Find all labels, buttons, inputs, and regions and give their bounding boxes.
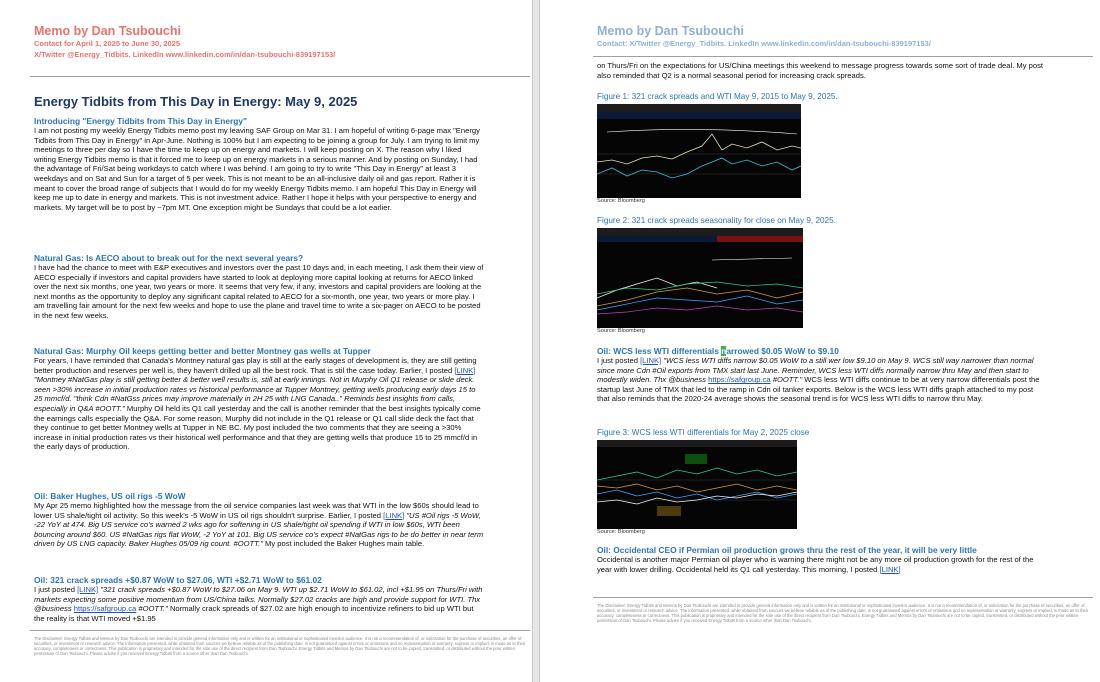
- section-heading: Oil: Occidental CEO if Permian oil production grows thru the rest of the year, it will be very little: [597, 545, 977, 555]
- memo-header: [597, 24, 931, 50]
- figure-source: Source: Bloomberg: [597, 328, 645, 334]
- continuation-text: [597, 61, 1047, 80]
- contact-line: Contact for April 1, 2025 to June 30, 2025: [34, 39, 181, 48]
- section-heading: Natural Gas: Is AECO about to break out for the next several years?: [34, 253, 304, 263]
- post-link[interactable]: [LINK]: [454, 365, 476, 375]
- post-link[interactable]: [LINK]: [879, 564, 901, 574]
- section-body: [597, 555, 1047, 574]
- body-text: Murphy Oil held its Q1 call yesterday and the call is another reminder that the best insights typically come the earnings calls especially the Q&A. For some reason, Murphy did not include in the Q1 release or Q1 call slide deck the fact that they continue to get better Montney wells at Tupper in NE BC. My post included the two comments that they are seeing a >30% increase in initial production rates vs their historical well performance and that they are getting wells that produce 15 to 25 mmcf/d in the early days of production.: [34, 403, 481, 452]
- figure-2-chart-image: [597, 228, 803, 328]
- quoted-post: #OOTT.": [770, 375, 803, 385]
- document-page-right: [541, 0, 1100, 682]
- quoted-post: "321 crack spreads +$0.87 WoW to $27.06 on May 9. WTI up $2.71 WoW to $61.02, incl +$1.95 on Thurs/Fri with markets expecting some positive momentum from US/China talks. Normally $27.02 cracks are high and provide support for WTI. Thx @business: [34, 585, 483, 614]
- footer-divider: [593, 597, 1093, 598]
- post-link[interactable]: [LINK]: [383, 510, 405, 520]
- section-body: [34, 356, 484, 452]
- post-link[interactable]: [LINK]: [640, 356, 662, 365]
- heading-text: Oil: WCS less WTI differentials: [597, 346, 722, 356]
- body-text: My post included the Baker Hughes main table.: [262, 539, 425, 549]
- memo-title: Memo by Dan Tsubouchi: [597, 24, 744, 38]
- disclaimer: The Disclaimer: Energy Tidbits and Memos by Dan Tsubouchi are intended to provide general information only and is written for an institutional or sophisticated investor audience. It is not a recommendation of, or solicitation for the purchase of securities, an offer of securities, or investment or research advice. The information presented, while obtained from sources we believe reliable as of the publishing date, is not guaranteed against errors or omissions and no representation or warranty, express or implied, is made as to their accuracy, completeness or correctness. This publication is proprietary and intended for the sole use of the direct recipient from Dan Tsubouchi. Energy Tidbits and Memos by Dan Tsubouchi are not to be copied, transmitted, or distributed without the prior written permission of Dan Tsubouchi. Please advise if you received Energy Tidbits from a source other than Dan Tsubouchi.: [34, 636, 526, 657]
- section-body: [597, 356, 1047, 404]
- header-divider: [30, 76, 530, 77]
- section-body: [34, 501, 484, 549]
- section-heading: Oil: 321 crack spreads +$0.87 WoW to $27.06, WTI +$2.71 WoW to $61.02: [34, 575, 322, 585]
- section-body: I am not posting my weekly Energy Tidbits memo post my leaving SAF Group on Mar 31. I am hopeful of writing 6-page max "Energy Tidbits from This Day in Energy" in Apr-June. Nothing is 100% but I am expecting to be joining a group for July. I am trying to limit my meetings to three per day so I have the time to keep up on energy and markets. I will keep posting on X. The reason why I liked writing Energy Tidbits memo is that it forced me to keep up on energy markets in a serious manner. And by posting on Sunday, I had the advantage of Fri/Sat being workdays to catch where I was behind. I am going to try to write "This Day in Energy" at least 3 weekdays and on Sat and Sun for a target of 5 per week. This is not meant to be an all-inclusive daily oil and gas report. Rather it is meant to cover the broad range of subjects that I would do for my weekly Energy Tidbits memo. I am hopeful This Day in Energy will keep me up to date in energy and markets. This is not investment advice. Rather I hope it helps with your perspective to energy and markets. My target will be to post by ~7pm MT. One exception might be Sundays that could be a lot earlier.: [34, 126, 480, 212]
- page-gap: [533, 0, 540, 682]
- body-text: WCS less WTI diffs continue to be at very narrow differentials post the startup last June of TMX that led to the ramp in Cdn oil tanker exports. Below is the WCS less WTI diffs graph attached to my post that also reminds that the 2020-24 average shows the seasonal trend is for WCS less WTI diffs to narrow thru May.: [597, 375, 1040, 404]
- body-text: My Apr 25 memo highlighted how the message from the oil service companies last week was that WTI in the low $60s should lead to lower US shale/tight oil activity. So this week's -5 WoW in US oil rigs shouldn't surprise. Earlier, I posted: [34, 501, 479, 520]
- section-murphy: [34, 346, 484, 452]
- body-text: Normally crack spreads of $27.02 are high enough to incentivize refiners to bid up WTI but the reality is that WTI moved +$1.95: [34, 604, 474, 623]
- document-title: Energy Tidbits from This Day in Energy: May 9, 2025: [34, 94, 358, 109]
- figure-caption: Figure 1: 321 crack spreads and WTI May 9, 2015 to May 9, 2025.: [597, 92, 838, 101]
- safgroup-link[interactable]: https://safgroup.ca: [708, 375, 771, 385]
- section-heading: Oil: Baker Hughes, US oil rigs -5 WoW: [34, 491, 186, 501]
- body-text: I just posted: [597, 356, 641, 365]
- section-occidental: [597, 545, 1047, 574]
- body-text: on Thurs/Fri on the expectations for US/China meetings this weekend to message progress towards some sort of trade deal. My post also reminded that Q2 is a normal seasonal period for increasing crack spreads.: [597, 61, 1043, 80]
- figure-source: Source: Bloomberg: [597, 529, 645, 535]
- section-crack-spreads: [34, 575, 484, 623]
- figure-1-chart-image: [597, 104, 801, 198]
- figure-1: [597, 92, 1047, 205]
- section-body: I have had the chance to meet with E&P executives and investors over the past 10 days and, in each meeting, I ask them their view of AECO especially if investors and capital providers have started to look at deploying more capital looking at returns for AECO linked over the next six months, one year, two years or more. It seems that very few, if any, investors and capital providers are looking at the next months as the opportunity to deploy any significant capital related to AECO for a six-month, one year, two years or more play. I am travelling fair amount for the next few weeks and hope to use the plane and travel time to write a six-pager on AECO to be posted in the next few weeks.: [34, 263, 484, 320]
- body-text: Occidental is another major Permian oil player who is warning there might not be any more oil production growth for the rest of the year with lower drilling. Occidental held its Q1 call yesterday. This morning, I posted: [597, 555, 1034, 574]
- memo-header: [34, 24, 335, 60]
- document-page-left: [0, 0, 533, 682]
- header-divider: [593, 56, 1093, 57]
- figure-3-chart-image: [597, 440, 797, 529]
- heading-text: arrowed $0.05 WoW to $9.10: [726, 346, 839, 356]
- quoted-post: "WCS less WTI diffs narrow $0.05 WoW to a still wer low $9.10 on May 9. WCS still way narrower than normal since more Cdn #Oil exports from TMX start last June. Reminder, WCS less WTI diffs normally narrow thru May and then start to modestly widen. Thx @business: [597, 356, 1034, 385]
- social-line: X/Twitter @Energy_Tidbits. LinkedIn www.linkedin.com/in/dan-tsubouchi-839197153/: [34, 49, 336, 59]
- quoted-post: "Montney #NatGas play is still getting better & better well results is, still at early innings. Not in Murphy Oil Q1 release or slide deck. seen >30% increase in initial production rates vs historical performance at Tupper Montney, getting wells producing early days 15 to 25 mmcf/d. "think Cdn #NatGss prices may improve materially in 2H 25 with LNG Canada.." Reminds best insights from calls, especially in Q&A #OOTT.": [34, 375, 476, 413]
- disclaimer: The Disclaimer: Energy Tidbits and Memos by Dan Tsubouchi are intended to provide general information only and is written for an institutional or sophisticated investor audience. It is not a recommendation of, or solicitation for the purchase of securities, an offer of securities, or investment or research advice. The information presented, while obtained from sources we believe reliable as of the publishing date, is not guaranteed against errors or omissions and no representation or warranty, express or implied, is made as to their accuracy, completeness or correctness. This publication is proprietary and intended for the sole use of the direct recipient from Dan Tsubouchi. Energy Tidbits and Memos by Dan Tsubouchi are not to be copied, transmitted, or distributed without the prior written permission of Dan Tsubouchi. Please advise if you received Energy Tidbits from a source other than Dan Tsubouchi.: [597, 603, 1089, 624]
- figure-caption: Figure 2: 321 crack spreads seasonality for close on May 9, 2025.: [597, 216, 836, 225]
- quoted-post: #OOTT.": [136, 604, 168, 614]
- contact-line: Contact: X/Twitter @Energy_Tidbits. LinkedIn www.linkedin.com/in/dan-tsubouchi-839197153/: [597, 39, 931, 48]
- safgroup-link[interactable]: https://safgroup.ca: [73, 604, 137, 614]
- section-heading: Natural Gas: Murphy Oil keeps getting better and better Montney gas wells at Tupper: [34, 346, 371, 356]
- figure-2: [597, 216, 1047, 335]
- section-heading: Introducing "Energy Tidbits from This Day in Energy": [34, 116, 247, 126]
- post-link[interactable]: [LINK]: [77, 585, 99, 594]
- body-text: For years, I have reminded that Canada's Montney natural gas play is still at the early stages of development is, they are still getting better production and reserves per well is, they haven't drilled up all the best rock. That is stil the case today. Earlier, I posted: [34, 356, 477, 375]
- figure-source: Source: Bloomberg: [597, 198, 645, 204]
- section-body: [34, 585, 484, 623]
- highlighted-text: n: [721, 346, 727, 356]
- quoted-post: "US #Oil rigs -5 WoW, -22 YoY at 474. Big US service co's warned 2 wks ago for softening in US shale/tight oil spending if WTI in low $60s, WTI been bouncing around $60. US #NatGas rigs flat WoW, -2 YoY at 101. Big US service co's expect #NatGas rigs to be do better in near term driven by US LNG capacity. Baker Hughes 05/09 rig count. #OOTT.": [34, 510, 484, 549]
- figure-caption: Figure 3: WCS less WTI differentials for May 2, 2025 close: [597, 428, 810, 437]
- memo-title: Memo by Dan Tsubouchi: [34, 24, 181, 38]
- section-heading: [597, 346, 1047, 356]
- section-introducing: [34, 116, 484, 212]
- footer-divider: [30, 630, 530, 631]
- figure-3: [597, 428, 1047, 536]
- section-aeco: [34, 253, 484, 321]
- section-wcs-wti: [597, 346, 1047, 404]
- section-baker-hughes: [34, 491, 484, 549]
- body-text: I just posted: [34, 585, 78, 594]
